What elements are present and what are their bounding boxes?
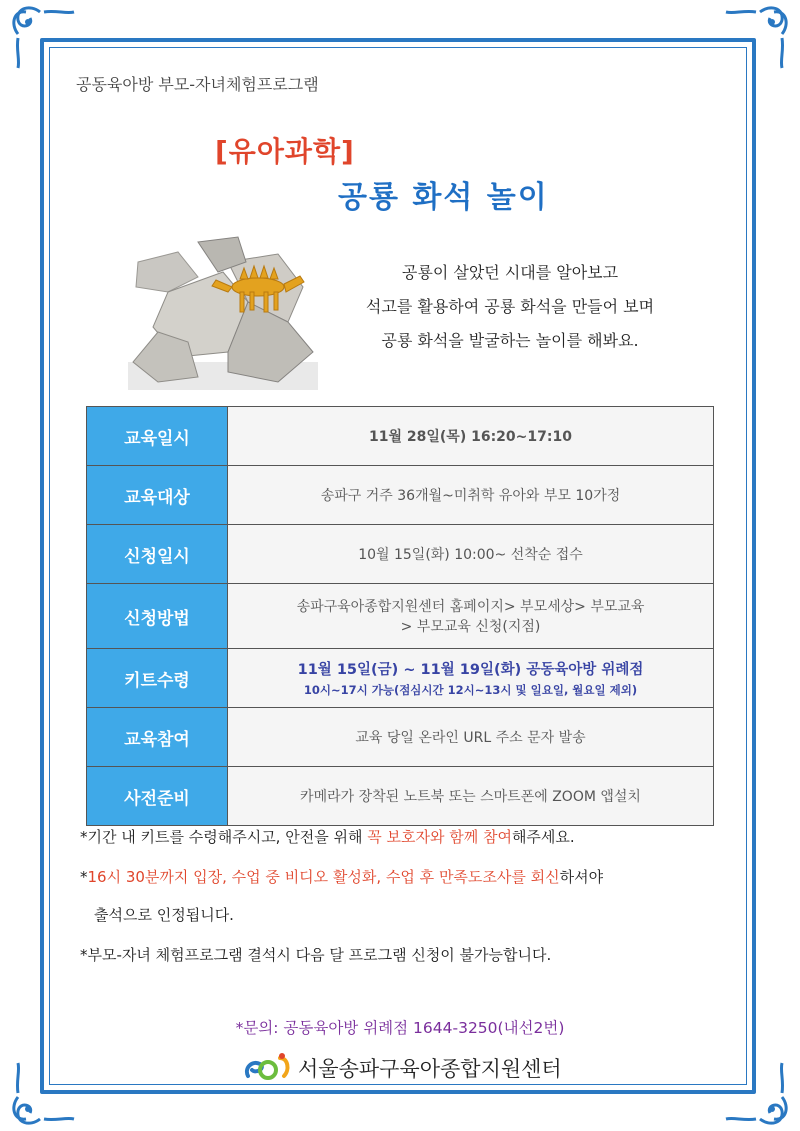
row-value: 교육 당일 온라인 URL 주소 문자 발송: [228, 708, 714, 767]
row-value: 11월 28일(목) 16:20~17:10: [228, 407, 714, 466]
note-highlight: 16시 30분까지 입장, 수업 중 비디오 활성화, 수업 후 만족도조사를 회신: [87, 868, 560, 886]
note-text: 하셔야: [559, 868, 604, 886]
corner-ornament-icon: [10, 4, 80, 74]
dinosaur-fossil-image: [128, 232, 318, 390]
intro-line: 석고를 활용하여 공룡 화석을 만들어 보며: [365, 297, 655, 316]
program-info-table: [86, 406, 714, 826]
row-value: 송파구 거주 36개월~미취학 유아와 부모 10가정: [228, 466, 714, 525]
kit-pickup-hours: 10시~17시 가능(점심시간 12시~13시 및 일요일, 월요일 제외): [303, 683, 638, 697]
program-name: 공동육아방 부모-자녀체험프로그램: [76, 75, 319, 94]
note-text: *: [80, 868, 88, 886]
table-row: [87, 767, 714, 826]
row-value: 10월 15일(화) 10:00~ 선착순 접수: [228, 525, 714, 584]
row-value: [228, 584, 714, 649]
note-attendance-cont: 출석으로 인정됩니다.: [94, 906, 234, 924]
row-label: 교육대상: [87, 466, 228, 525]
row-value-line: 송파구육아종합지원센터 홈페이지> 부모세상> 부모교육: [296, 599, 645, 615]
note-text: 해주세요.: [511, 828, 575, 846]
table-row: [87, 649, 714, 708]
org-logo-icon: [242, 1050, 294, 1086]
title-category: [유아과학]: [215, 135, 355, 168]
row-label: 키트수령: [87, 649, 228, 708]
table-row: [87, 525, 714, 584]
table-row: [87, 466, 714, 525]
corner-ornament-icon: [720, 1057, 790, 1127]
intro-text: [330, 256, 690, 358]
row-value: 카메라가 장착된 노트북 또는 스마트폰에 ZOOM 앱설치: [228, 767, 714, 826]
table-row: [87, 584, 714, 649]
note-pickup: [80, 826, 575, 847]
table-row: [87, 407, 714, 466]
page-title: 공룡 화석 놀이: [338, 180, 549, 215]
row-label: 신청일시: [87, 525, 228, 584]
kit-pickup-date: 11월 15일(금) ~ 11월 19일(화) 공동육아방 위례점: [297, 662, 644, 678]
corner-ornament-icon: [10, 1057, 80, 1127]
org-logo: [242, 1050, 562, 1086]
contact-info: *문의: 공동육아방 위례점 1644-3250(내선2번): [235, 1019, 565, 1037]
row-label: 교육일시: [87, 407, 228, 466]
row-label: 사전준비: [87, 767, 228, 826]
corner-ornament-icon: [720, 4, 790, 74]
intro-line: 공룡 화석을 발굴하는 놀이를 해봐요.: [381, 331, 639, 350]
note-highlight: 꼭 보호자와 함께 참여: [367, 828, 512, 846]
org-name: 서울송파구육아종합지원센터: [298, 1057, 562, 1081]
note-attendance: [80, 866, 603, 887]
intro-line: 공룡이 살았던 시대를 알아보고: [401, 263, 619, 282]
row-value-line: > 부모교육 신청(지점): [400, 619, 541, 635]
row-label: 교육참여: [87, 708, 228, 767]
table-row: [87, 708, 714, 767]
note-text: *기간 내 키트를 수령해주시고, 안전을 위해: [80, 828, 368, 846]
row-value: [228, 649, 714, 708]
note-absence: *부모-자녀 체험프로그램 결석시 다음 달 프로그램 신청이 불가능합니다.: [80, 946, 552, 964]
row-label: 신청방법: [87, 584, 228, 649]
